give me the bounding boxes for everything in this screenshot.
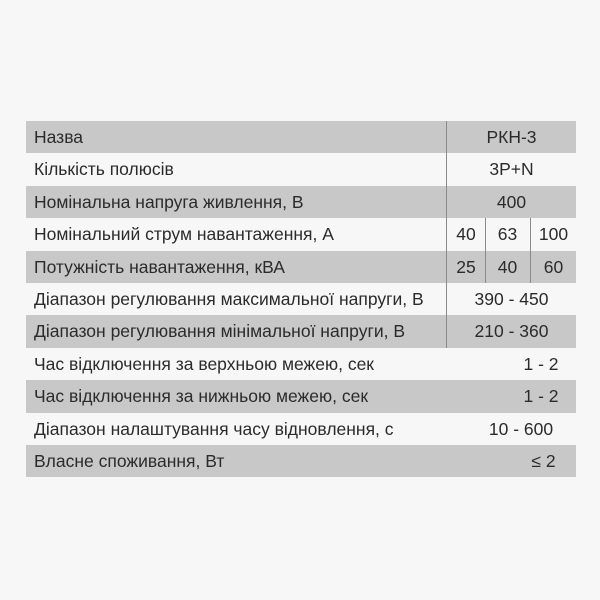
row-label: Власне споживання, Вт [34,450,225,471]
row-label: Діапазон налаштування часу відновлення, с [34,418,394,439]
row-value: 1 - 2 [523,353,559,374]
row-label: Номінальна напруга живлення, В [34,191,304,212]
table-row-lower-trip-time [26,380,576,412]
table-row-max-voltage-range [26,283,576,315]
current-value-2: 63 [497,224,518,245]
table-row-nominal-current [26,218,576,250]
table-row-poles [26,153,576,185]
table-row-nominal-voltage [26,186,576,218]
row-label: Час відключення за нижньою межею, сек [34,386,368,407]
row-value: 10 - 600 [488,418,554,439]
row-label: Діапазон регулювання мінімальної напруги, В [34,321,406,342]
row-label: Назва [34,127,84,147]
row-label: Час відключення за верхньою межею, сек [34,353,374,374]
current-value-1: 40 [456,224,476,245]
row-value: 210 - 360 [474,321,549,342]
row-value: 1 - 2 [523,386,559,407]
table-row-recovery-time [26,413,576,445]
power-value-3: 60 [543,256,564,277]
specifications-table [26,121,576,477]
current-value-3: 100 [538,224,569,245]
row-value: 390 - 450 [474,288,549,309]
power-value-2: 40 [497,256,518,277]
row-label: Номінальний струм навантаження, А [34,224,334,245]
row-value: РКН-3 [486,127,537,147]
table-row-name [26,121,576,153]
row-label: Потужність навантаження, кВА [34,256,285,277]
row-value: 400 [496,191,527,212]
table-row-min-voltage-range [26,315,576,347]
row-value: 3P+N [489,159,534,180]
row-value: ≤ 2 [531,450,556,471]
table-row-own-consumption [26,445,576,477]
power-value-1: 25 [456,256,476,277]
table-row-load-power [26,251,576,283]
row-label: Діапазон регулювання максимальної напруги, В [34,288,424,309]
row-label: Кількість полюсів [34,159,174,180]
table-row-upper-trip-time [26,348,576,380]
